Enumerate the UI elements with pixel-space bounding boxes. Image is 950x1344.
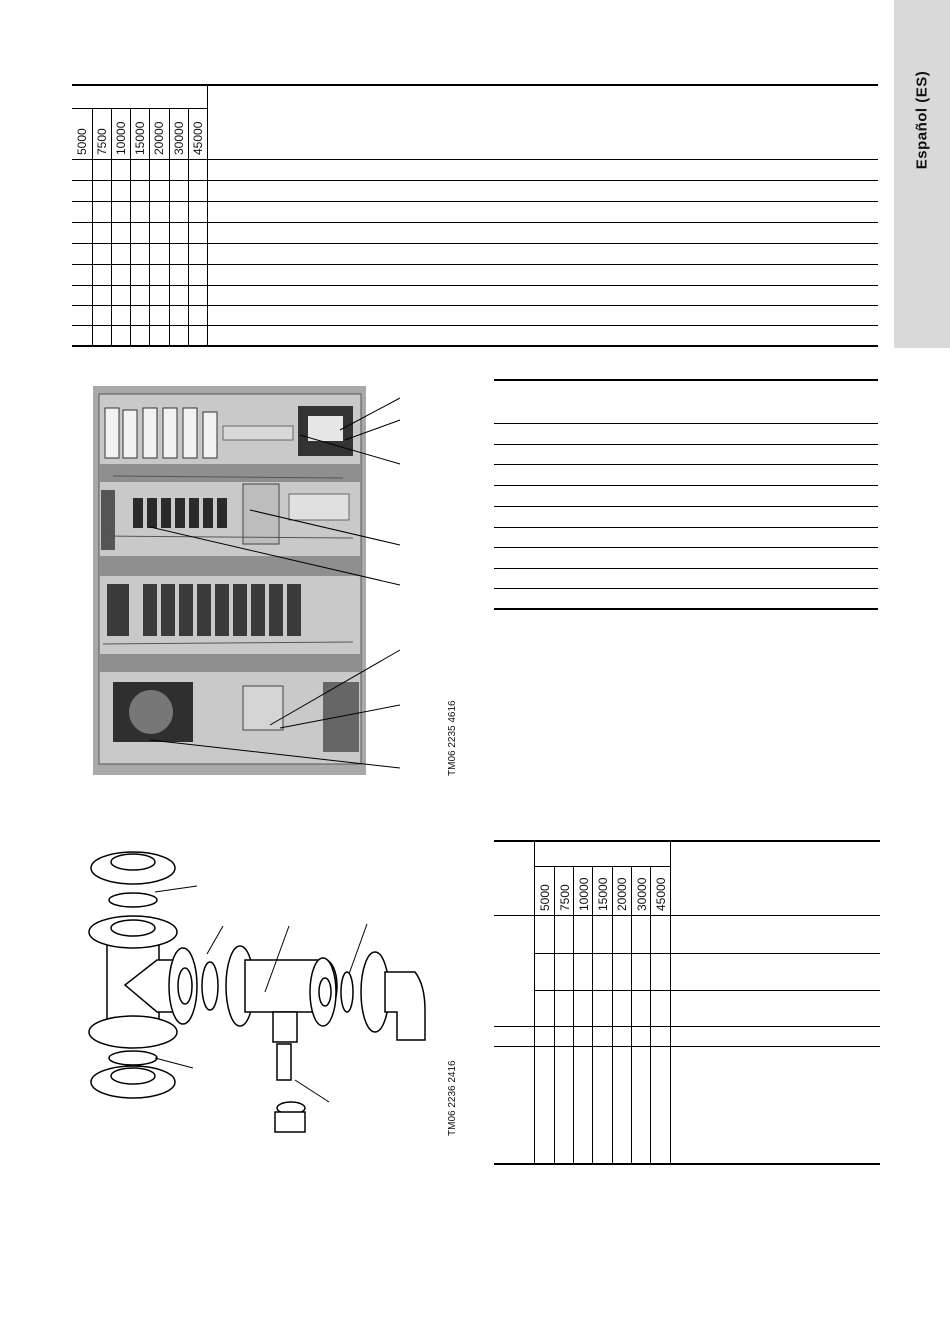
table-1-col-rule [169,108,170,346]
table-1-col-rule [111,108,112,346]
table-3-col-rule [650,866,651,1164]
language-tab [894,0,950,348]
table-2-row-rule [494,588,878,589]
table-1-col-header: 10000 [114,121,128,155]
table-2-row-rule [494,568,878,569]
table-1-row-rule [72,325,878,326]
table-3-col-header: 30000 [635,877,649,911]
table-3-header-rule [494,915,880,916]
table-2-row-rule [494,464,878,465]
table-1-row-rule [72,305,878,306]
table-1-col-header: 5000 [75,128,89,155]
table-3-col-header: 20000 [615,877,629,911]
table-3-col-header: 45000 [654,877,668,911]
table-1-col-header: 7500 [95,128,109,155]
table-3-col-rule [670,842,671,1164]
table-3-col-rule [573,866,574,1164]
table-1-row-rule [72,285,878,286]
table-2-row-rule [494,485,878,486]
table-3-row-rule [494,1026,880,1027]
table-1-header-rule [72,159,878,160]
table-3-col-rule [612,866,613,1164]
pipe-assembly-drawing [85,840,445,1140]
table-2-row-rule [494,506,878,507]
table-3-row-rule [494,1046,880,1047]
table-1-bottom-rule [72,345,878,347]
table-1-col-header: 45000 [191,121,205,155]
table-3-col-header: 10000 [577,877,591,911]
table-1-row-rule [72,243,878,244]
table-3-top-rule [494,840,880,842]
table-2-bottom-rule [494,608,878,610]
table-1-col-rule [130,108,131,346]
table-1-top-rule [72,84,878,86]
table-2-row-rule [494,423,878,424]
table-2-top-rule [494,379,878,381]
figure-2-code: TM06 2236 2416 [447,1060,458,1136]
table-1-row-rule [72,264,878,265]
table-1-col-header: 15000 [133,121,147,155]
table-1-col-rule [207,86,208,346]
table-1-col-rule [92,108,93,346]
table-1-col-header: 20000 [152,121,166,155]
table-3-col-rule [534,842,535,1164]
table-3-col-rule [554,866,555,1164]
table-2-row-rule [494,547,878,548]
table-1-col-header: 30000 [172,121,186,155]
table-3-col-header: 7500 [558,884,572,911]
table-2-row-rule [494,527,878,528]
figure-1-code: TM06 2235 4616 [447,700,458,776]
table-1-row-rule [72,222,878,223]
language-tab-label: Español (ES) [913,70,931,170]
table-2-row-rule [494,444,878,445]
table-3-bottom-rule [494,1163,880,1165]
table-1-col-rule [149,108,150,346]
table-3-col-header: 15000 [596,877,610,911]
table-1-col-rule [188,108,189,346]
table-3-col-rule [592,866,593,1164]
table-3-col-rule [631,866,632,1164]
table-3-row-rule [534,953,880,954]
table-3-col-header: 5000 [538,884,552,911]
table-1-row-rule [72,180,878,181]
table-1-row-rule [72,201,878,202]
table-3-row-rule [534,990,880,991]
figure-1-callouts [150,390,410,780]
